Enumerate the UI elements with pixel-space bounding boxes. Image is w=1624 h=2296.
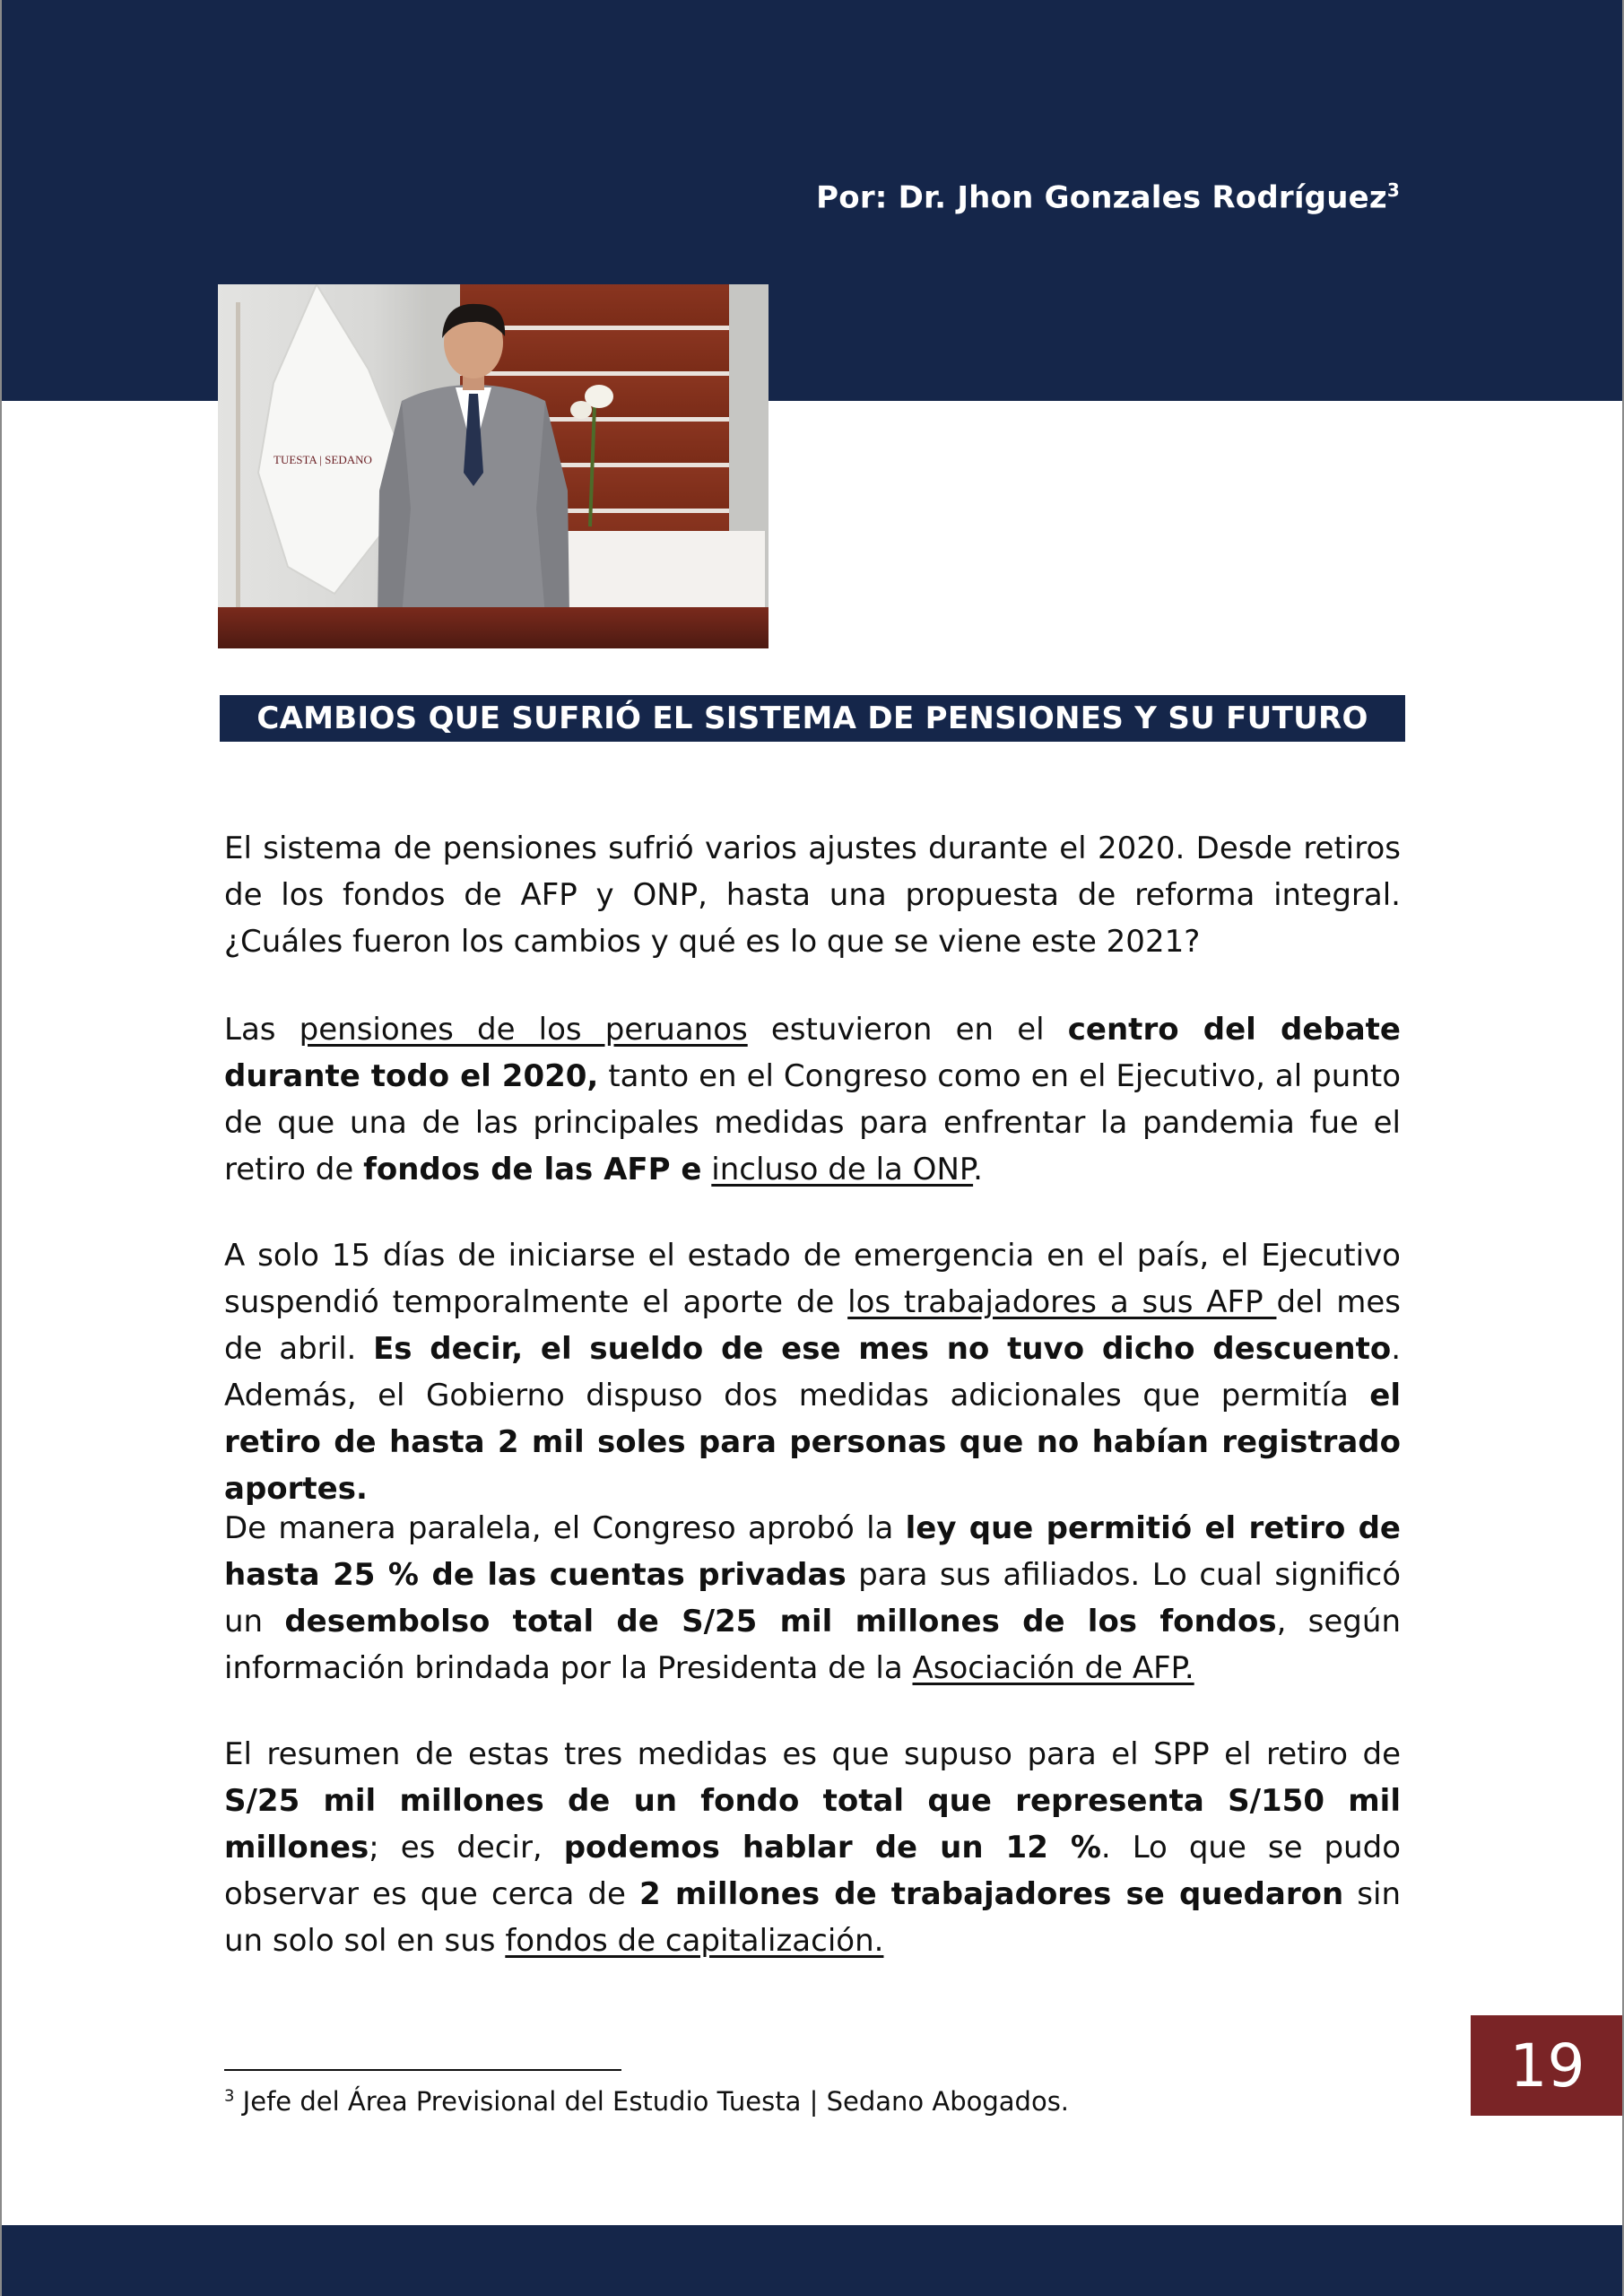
text-run: del mes de abril. [224,1284,1401,1367]
bold-run: centro del debate durante todo el 2020, [224,1012,1401,1094]
text-run: sin un solo sol en sus [224,1876,1401,1959]
text-run: . Lo que se pudo observar es que cerca de [224,1830,1401,1912]
photo-desk [218,607,769,648]
flag-logo-text: TUESTA | SEDANO [274,453,372,466]
bold-run: fondos de las AFP e [363,1152,702,1187]
footnote-text: Jefe del Área Previsional del Estudio Tuesta | Sedano Abogados. [234,2086,1070,2117]
bold-run: S/25 mil millones de un fondo total que representa S/150 mil millones [224,1783,1401,1866]
bold-run: el retiro de hasta 2 mil soles para personas que no habían registrado aportes. [224,1378,1401,1507]
footer-band [0,2225,1624,2296]
page-number: 19 [1471,2015,1624,2116]
link-incluso-onp[interactable]: incluso de la ONP [711,1152,974,1187]
bold-run: ley que permitió el retiro de hasta 25 % de las cuentas privadas [224,1510,1401,1593]
link-asociacion-afp[interactable]: Asociación de AFP. [912,1650,1194,1686]
text-run: tanto en el Congreso como en el Ejecutivo, al punto de que una de las principales medidas para enfrentar la pandemia fue el retiro de [224,1058,1401,1187]
author-byline [816,179,1400,215]
bold-run: podemos hablar de un 12 % [563,1830,1101,1866]
link-pensiones-peruanos[interactable]: pensiones de los peruanos [299,1012,748,1048]
text-run: ; es decir, [369,1830,564,1866]
text-run: A solo 15 días de iniciarse el estado de emergencia en el país, el Ejecutivo suspendió temporalmente el aporte de [224,1238,1401,1320]
flower [570,401,592,419]
bold-run: Es decir, el sueldo de ese mes no tuvo dicho descuento [373,1331,1392,1367]
text-run: estuvieron en el [747,1012,1068,1048]
text-run: Las [224,1012,300,1048]
footnote-ref: 3 [224,2086,235,2106]
link-fondos-capitalizacion[interactable]: fondos de capitalización. [505,1923,884,1959]
link-trabajadores-afp[interactable]: los trabajadores a sus AFP [847,1284,1277,1320]
text-run: De manera paralela, el Congreso aprobó la [224,1510,906,1546]
author-photo [218,284,769,648]
text-run: . [973,1152,983,1187]
text-run: El sistema de pensiones sufrió varios ajustes durante el 2020. Desde retiros de los fondos de AFP y ONP, hasta una propuesta de reforma integral. ¿Cuáles fueron los cambios y qué es lo que se viene este 2021? [224,831,1401,960]
paragraph-1 [224,825,1401,965]
paragraph-5 [224,1731,1401,1964]
paragraph-4 [224,1505,1401,1692]
text-run: . Además, el Gobierno dispuso dos medidas adicionales que permitía [224,1331,1401,1413]
text-run: para sus afiliados. Lo cual significó un [224,1557,1401,1639]
bold-run: 2 millones de trabajadores se quedaron [639,1876,1344,1912]
text-run [701,1152,711,1187]
article-title: CAMBIOS QUE SUFRIÓ EL SISTEMA DE PENSIONES Y SU FUTURO [220,695,1405,742]
byline-text: Por: Dr. Jhon Gonzales Rodríguez [816,179,1387,216]
paragraph-2 [224,1006,1401,1193]
flower-stem [590,405,595,526]
byline-footnote-ref: 3 [1386,179,1400,201]
paragraph-3 [224,1232,1401,1512]
footnote-divider [224,2069,621,2071]
text-run: El resumen de estas tres medidas es que supuso para el SPP el retiro de [224,1736,1401,1772]
bold-run: desembolso total de S/25 mil millones de los fondos [284,1604,1277,1639]
footnote [224,2086,1069,2117]
author-figure [218,284,769,648]
text-run: , según información brindada por la Presidenta de la [224,1604,1401,1686]
flag-pole [236,302,240,625]
